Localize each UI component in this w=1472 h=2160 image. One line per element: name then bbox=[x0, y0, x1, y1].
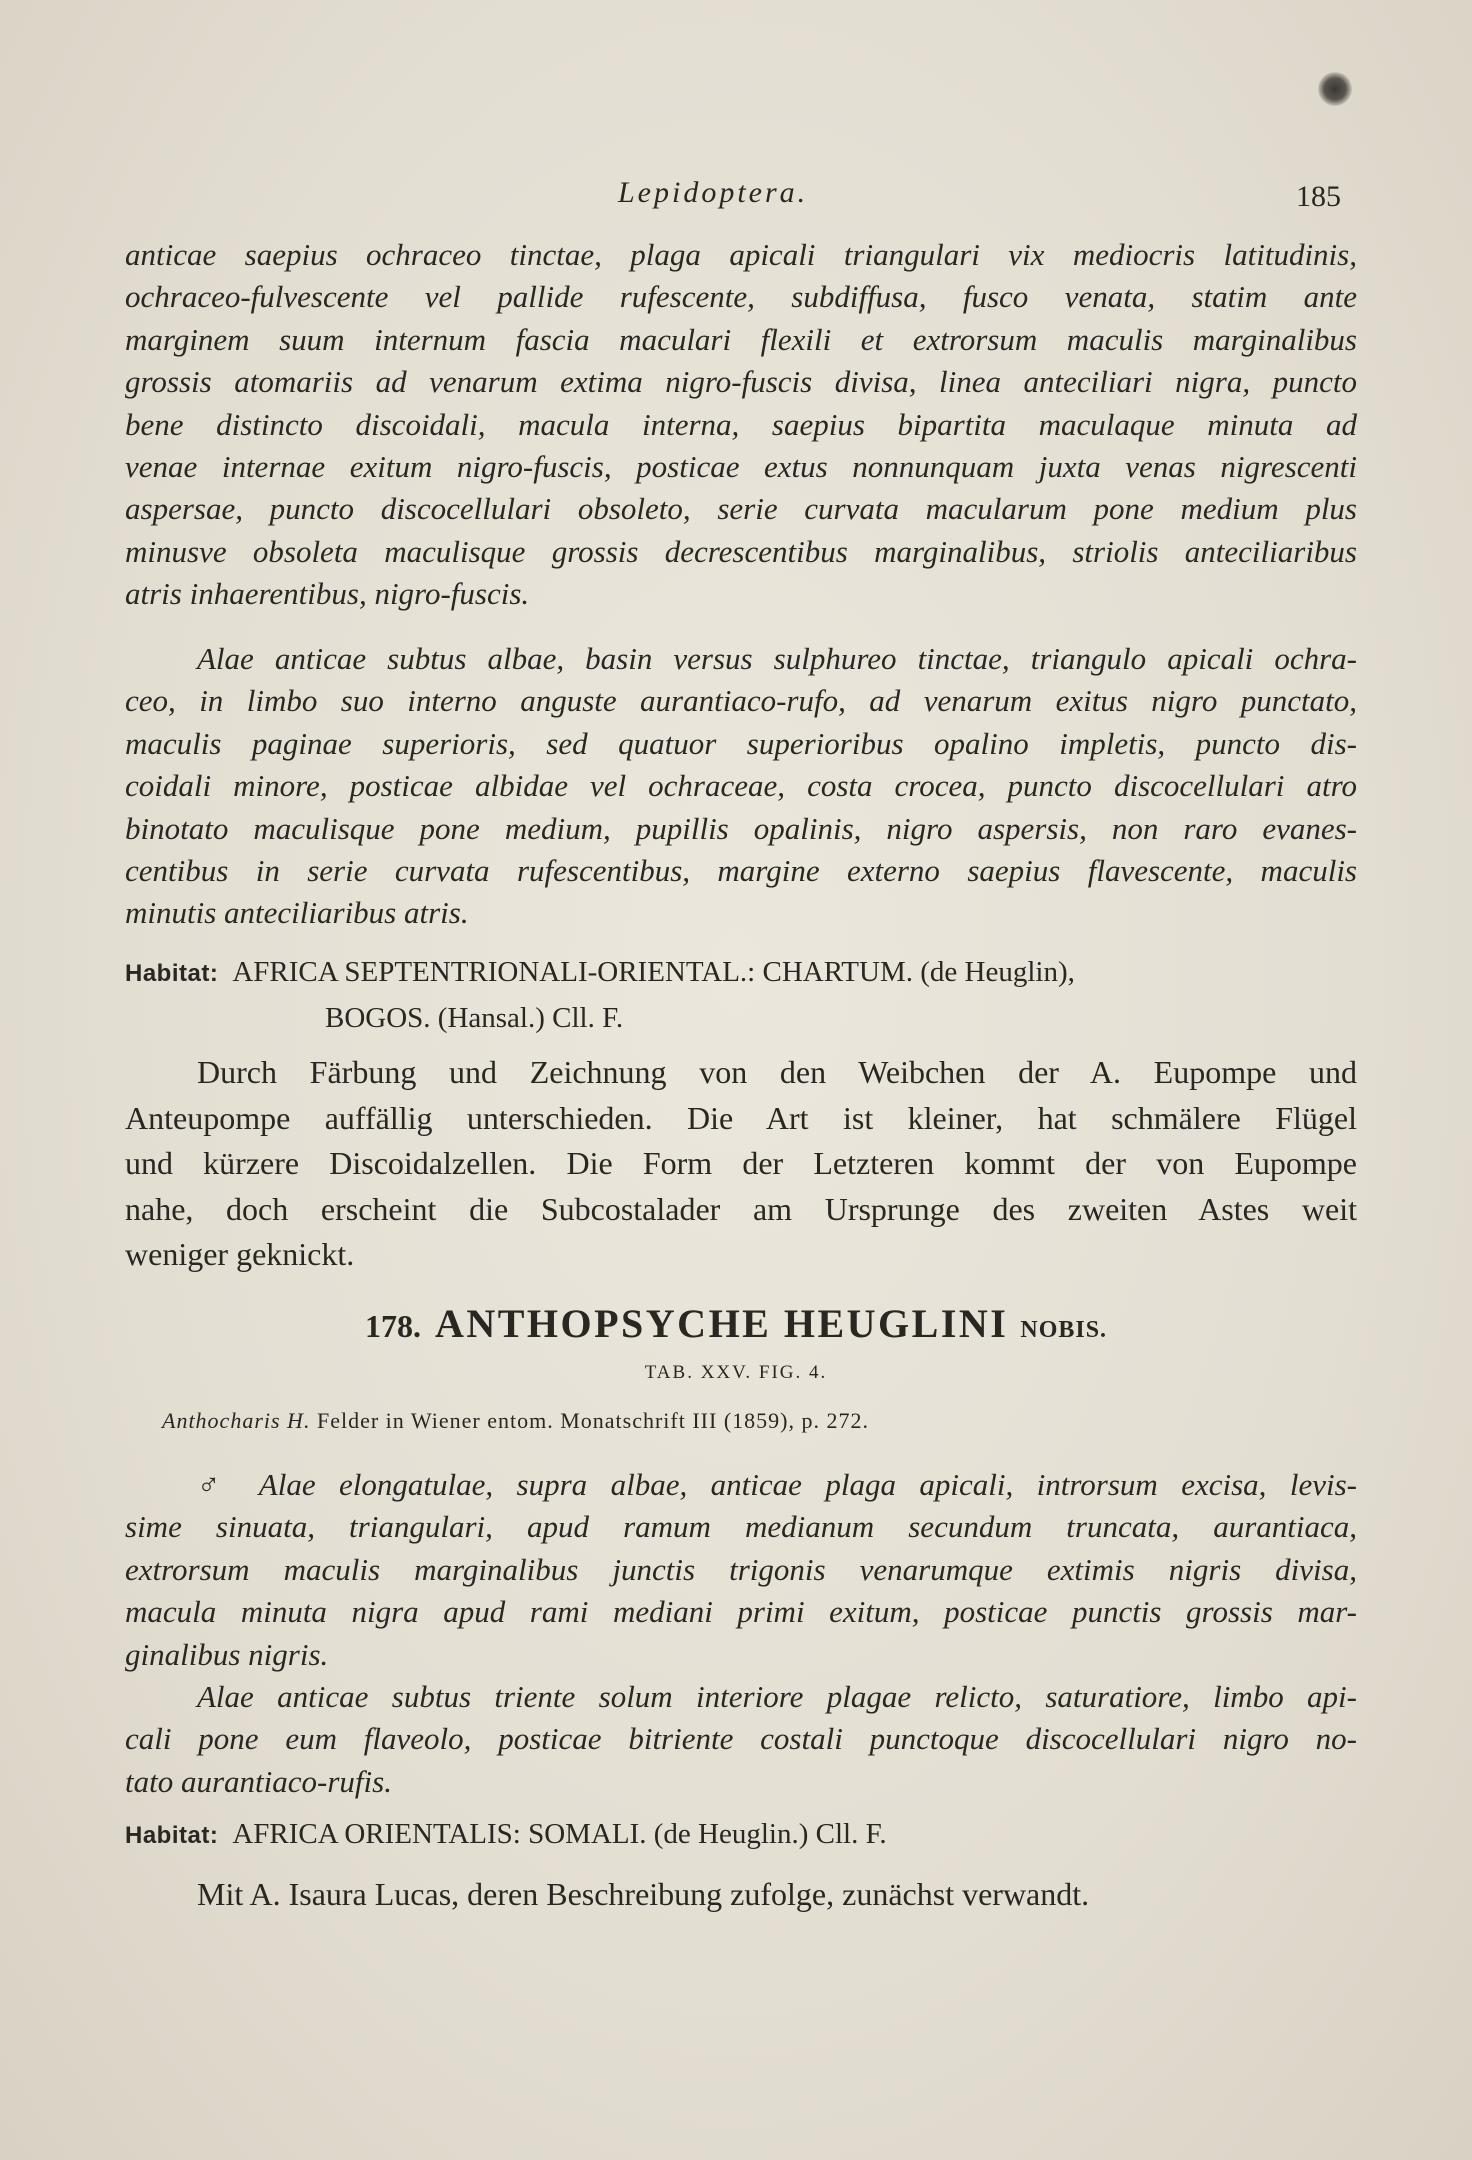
text-line: Alae anticae subtus albae, basin versus sulphureo tinctae, triangulo apicali ochra- bbox=[197, 641, 1357, 676]
plate-reference: TAB. XXV. FIG. 4. bbox=[644, 1362, 828, 1383]
species-name: ANTHOPSYCHE HEUGLINI bbox=[434, 1301, 1009, 1346]
ink-spot bbox=[1318, 72, 1352, 106]
habitat-label: Habitat: bbox=[125, 960, 219, 987]
habitat-line bbox=[125, 950, 1357, 996]
text-line: ginalibus nigris. bbox=[125, 1636, 329, 1672]
text-line: venae internae exitum nigro-fuscis, posticae extus nonnunquam juxta venas nigrescenti bbox=[125, 449, 1357, 485]
text-line: Anteupompe auffällig unterschieden. Die Art ist kleiner, hat schmälere Flügel bbox=[125, 1099, 1357, 1136]
text-line: aspersae, puncto discocellulari obsoleto, serie curvata macularum pone medium plus bbox=[125, 491, 1357, 527]
text-line: tato aurantiaco-rufis. bbox=[125, 1763, 392, 1799]
text-line: Alae anticae subtus triente solum interiore plagae relicto, saturatiore, limbo api- bbox=[197, 1679, 1357, 1714]
habitat-label: Habitat: bbox=[125, 1822, 219, 1849]
text-line: Durch Färbung und Zeichnung von den Weibchen der A. Eupompe und bbox=[197, 1054, 1357, 1090]
text-line: minutis anteciliaribus atris. bbox=[125, 895, 469, 931]
text-line: Mit A. Isaura Lucas, deren Beschreibung zufolge, zunächst verwandt. bbox=[197, 1876, 1090, 1912]
text-line: grossis atomariis ad venarum extima nigro-fuscis divisa, linea anteciliari nigra, puncto bbox=[125, 364, 1357, 400]
underside-description-2 bbox=[125, 1676, 1357, 1803]
habitat-block-1 bbox=[125, 950, 1357, 1040]
citation-text: Felder in Wiener entom. Monatschrift III (1859), p. 272. bbox=[316, 1408, 869, 1433]
male-description bbox=[125, 1464, 1357, 1676]
citation bbox=[162, 1408, 869, 1434]
text-line: weniger geknickt. bbox=[125, 1236, 355, 1272]
description-continued bbox=[125, 234, 1357, 616]
habitat-locality: AFRICA ORIENTALIS: SOMALI. (de Heuglin.) Cll. F. bbox=[232, 1818, 887, 1850]
underside-description-1 bbox=[125, 638, 1357, 935]
species-author: NOBIS. bbox=[1020, 1317, 1108, 1343]
text-line: macula minuta nigra apud rami mediani primi exitum, posticae punctis grossis mar- bbox=[125, 1594, 1357, 1630]
citation-genus: Anthocharis H. bbox=[162, 1408, 311, 1433]
species-heading bbox=[0, 1300, 1472, 1347]
text-line: und kürzere Discoidalzellen. Die Form der Letzteren kommt der von Eupompe bbox=[125, 1145, 1357, 1181]
text-line: nahe, doch erscheint die Subcostalader am Ursprunge des zweiten Astes weit bbox=[125, 1190, 1357, 1227]
text-line: maculis paginae superioris, sed quatuor superioribus opalino impletis, puncto dis- bbox=[125, 725, 1357, 761]
habitat-locality: AFRICA SEPTENTRIONALI-ORIENTAL.: CHARTUM. (de Heuglin), bbox=[232, 956, 1075, 988]
page-number: 185 bbox=[1296, 180, 1341, 213]
text-line: marginem suum internum fascia maculari flexili et extrorsum maculis marginalibus bbox=[125, 321, 1357, 357]
text-line: ochraceo-fulvescente vel pallide rufescente, subdiffusa, fusco venata, statim ante bbox=[125, 279, 1357, 315]
text-line: anticae saepius ochraceo tinctae, plaga apicali triangulari vix mediocris latitudinis, bbox=[125, 237, 1357, 272]
text-line: coidali minore, posticae albidae vel ochraceae, costa crocea, puncto discocellulari atro bbox=[125, 768, 1357, 804]
habitat-line: BOGOS. (Hansal.) Cll. F. bbox=[325, 1002, 624, 1034]
text-line: sime sinuata, triangulari, apud ramum medianum secundum truncata, aurantiaca, bbox=[125, 1509, 1357, 1545]
text-line: cali pone eum flaveolo, posticae bitriente costali punctoque discocellulari nigro no- bbox=[125, 1721, 1357, 1757]
habitat-block-2 bbox=[125, 1812, 1357, 1858]
habitat-line bbox=[125, 1812, 1357, 1858]
running-title: Lepidoptera. bbox=[618, 176, 809, 209]
text-line: bene distincto discoidali, macula interna, saepius bipartita maculaque minuta ad bbox=[125, 406, 1357, 442]
text-line: minusve obsoleta maculisque grossis decrescentibus marginalibus, striolis anteciliaribus bbox=[125, 533, 1357, 569]
text-line: ceo, in limbo suo interno anguste aurantiaco-rufo, ad venarum exitus nigro punctato, bbox=[125, 683, 1357, 719]
text-line: centibus in serie curvata rufescentibus, margine externo saepius flavescente, maculis bbox=[125, 853, 1357, 889]
remark-2 bbox=[125, 1872, 1357, 1918]
text-line: atris inhaerentibus, nigro-fuscis. bbox=[125, 576, 530, 612]
text-line: extrorsum maculis marginalibus junctis trigonis venarumque extimis nigris divisa, bbox=[125, 1551, 1357, 1587]
species-number: 178. bbox=[364, 1308, 421, 1344]
text-line: binotato maculisque pone medium, pupillis opalinis, nigro aspersis, non raro evanes- bbox=[125, 810, 1357, 846]
remark-1 bbox=[125, 1050, 1357, 1278]
text-line: ♂ Alae elongatulae, supra albae, anticae plaga apicali, introrsum excisa, levis- bbox=[197, 1467, 1357, 1502]
